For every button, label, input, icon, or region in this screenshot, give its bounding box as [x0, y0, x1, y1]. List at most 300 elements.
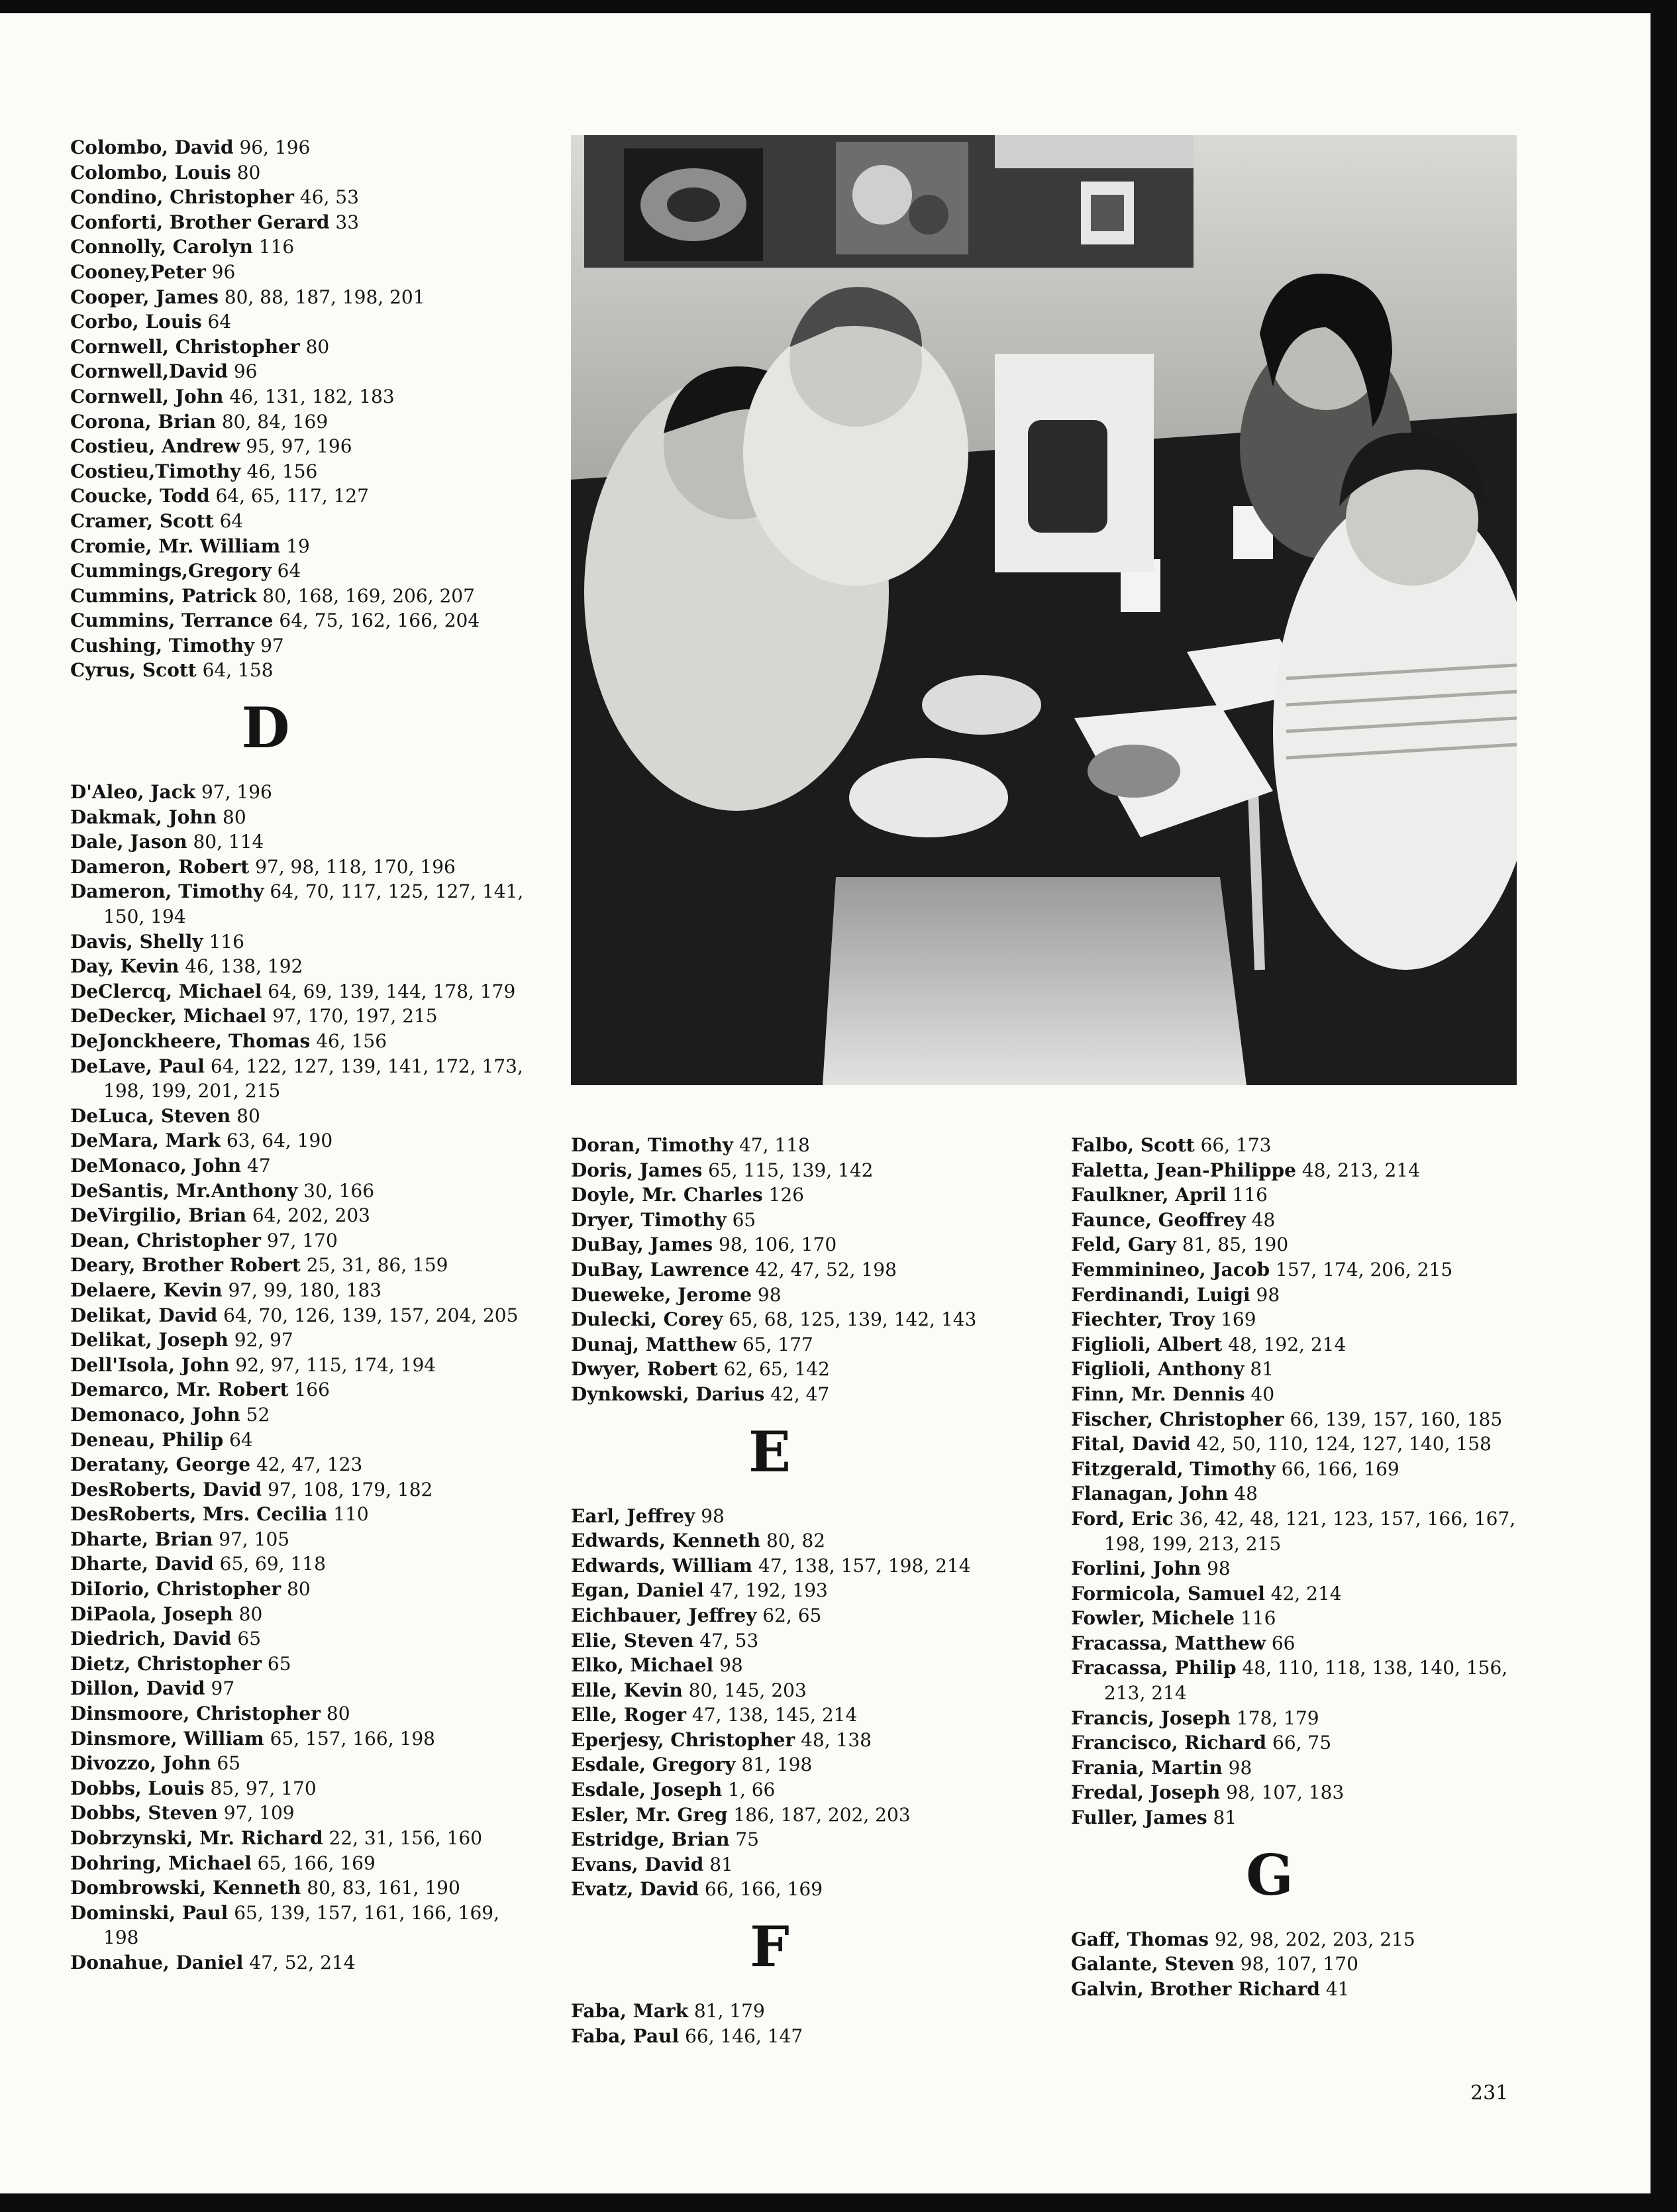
entry-pages: 97, 170, 197, 215 — [272, 1005, 438, 1027]
entry-pages: 80, 168, 169, 206, 207 — [262, 584, 475, 607]
entry-name: DeLuca, Steven — [70, 1104, 231, 1127]
entry-pages: 64, 122, 127, 139, 141, 172, 173, 198, 199, 201, 215 — [103, 1055, 523, 1102]
index-entry — [1071, 1283, 1535, 1308]
entry-pages: 80 — [236, 1104, 260, 1127]
entry-name: Elie, Steven — [571, 1629, 694, 1652]
entry-name: Faba, Mark — [571, 2000, 688, 2023]
entry-name: Cornwell,David — [70, 360, 228, 383]
entry-name: DeJonckheere, Thomas — [70, 1030, 311, 1052]
entry-pages: 62, 65 — [762, 1604, 822, 1626]
index-entry — [1071, 1332, 1535, 1357]
entry-pages: 98 — [1228, 1756, 1252, 1779]
index-entry — [571, 1852, 1048, 1877]
entry-name: Forlini, John — [1071, 1557, 1201, 1580]
index-entry — [70, 1054, 534, 1104]
index-column-2 — [571, 1133, 1048, 2048]
index-entry — [571, 1307, 1048, 1332]
index-entry — [571, 1554, 1048, 1579]
entry-name: Dohring, Michael — [70, 1852, 252, 1874]
entry-pages: 65, 166, 169 — [257, 1852, 376, 1874]
entry-pages: 98 — [1207, 1557, 1231, 1580]
index-entry — [1071, 1158, 1535, 1183]
index-entry — [1071, 1307, 1535, 1332]
entry-pages: 66, 173 — [1200, 1134, 1272, 1156]
entry-pages: 97, 109 — [223, 1802, 295, 1824]
index-entry — [571, 1653, 1048, 1678]
entry-name: Finn, Mr. Dennis — [1071, 1383, 1245, 1405]
section-letter: F — [750, 1914, 789, 1980]
index-entry — [70, 260, 534, 285]
entry-pages: 64, 69, 139, 144, 178, 179 — [268, 980, 516, 1002]
index-entry — [70, 1626, 534, 1652]
entry-pages: 80 — [223, 806, 246, 828]
index-entry — [70, 633, 534, 658]
entry-pages: 65 — [732, 1208, 756, 1231]
entry-pages: 98 — [1256, 1283, 1280, 1306]
entry-pages: 75 — [735, 1828, 759, 1851]
entry-pages: 64 — [229, 1428, 253, 1451]
entry-name: Dell'Isola, John — [70, 1353, 230, 1376]
index-entry — [70, 780, 534, 805]
entry-pages: 116 — [1241, 1607, 1276, 1630]
entry-pages: 157, 174, 206, 215 — [1276, 1258, 1453, 1281]
page-number: 231 — [1470, 2081, 1509, 2105]
entry-pages: 80 — [236, 161, 261, 184]
entry-pages: 92, 97, 115, 174, 194 — [235, 1353, 436, 1376]
index-entry — [1071, 1133, 1535, 1158]
index-entry — [70, 805, 534, 830]
index-entry — [1071, 1506, 1535, 1556]
entry-name: Delikat, David — [70, 1304, 218, 1326]
entry-name: Fracassa, Matthew — [1071, 1632, 1266, 1654]
entry-name: DeMonaco, John — [70, 1154, 242, 1177]
entry-name: Elle, Kevin — [571, 1679, 683, 1701]
entry-name: Femminineo, Jacob — [1071, 1258, 1270, 1281]
index-entry — [70, 459, 534, 484]
index-entry — [70, 409, 534, 435]
entry-name: Demonaco, John — [70, 1403, 240, 1426]
entry-name: Dameron, Timothy — [70, 880, 264, 903]
entry-pages: 96, 196 — [239, 136, 311, 158]
entry-name: Dunaj, Matthew — [571, 1333, 737, 1355]
entry-pages: 98 — [701, 1504, 725, 1527]
entry-name: Dillon, David — [70, 1677, 205, 1700]
index-entry — [1071, 1927, 1535, 1952]
entry-name: Cushing, Timothy — [70, 634, 255, 657]
entry-pages: 64 — [277, 560, 301, 582]
entry-name: Fiechter, Troy — [1071, 1308, 1215, 1331]
entry-name: DeMara, Mark — [70, 1130, 221, 1152]
entry-name: Faba, Paul — [571, 2025, 680, 2047]
entry-pages: 81, 179 — [693, 2000, 765, 2023]
index-entry — [70, 1477, 534, 1502]
entry-name: Dominski, Paul — [70, 1901, 229, 1924]
bottom-scan-border — [0, 2193, 1677, 2212]
index-entry — [70, 1428, 534, 1453]
entry-pages: 46, 156 — [246, 460, 318, 482]
index-entry — [1071, 1357, 1535, 1382]
entry-pages: 80 — [238, 1603, 263, 1625]
entry-name: Figlioli, Anthony — [1071, 1358, 1245, 1381]
entry-name: Estridge, Brian — [571, 1828, 730, 1851]
index-entry — [571, 1158, 1048, 1183]
entry-name: Dietz, Christopher — [70, 1652, 262, 1675]
entry-name: Deary, Brother Robert — [70, 1254, 301, 1277]
index-entry — [70, 534, 534, 559]
entry-name: Evatz, David — [571, 1878, 699, 1901]
section-letter: G — [1246, 1842, 1294, 1908]
index-entry — [70, 1303, 534, 1328]
entry-pages: 47, 138, 145, 214 — [691, 1704, 858, 1726]
entry-name: Fischer, Christopher — [1071, 1408, 1284, 1430]
index-entry — [571, 1504, 1048, 1529]
entry-pages: 64, 70, 117, 125, 127, 141, 150, 194 — [103, 880, 524, 928]
entry-pages: 46, 156 — [316, 1030, 387, 1052]
entry-name: DeDecker, Michael — [70, 1005, 267, 1027]
entry-name: Donahue, Daniel — [70, 1951, 244, 1974]
index-entry — [70, 335, 534, 360]
index-entry — [70, 879, 534, 929]
entry-pages: 97, 196 — [201, 781, 272, 804]
entry-name: Dobbs, Steven — [70, 1802, 218, 1824]
entry-name: DiPaola, Joseph — [70, 1603, 233, 1625]
entry-name: Corbo, Louis — [70, 311, 202, 333]
entry-pages: 98, 107, 183 — [1226, 1781, 1345, 1804]
index-entry — [70, 608, 534, 633]
index-entry — [1071, 1656, 1535, 1705]
entry-name: Delikat, Joseph — [70, 1329, 229, 1351]
entry-pages: 96 — [211, 260, 236, 283]
index-entry — [571, 1603, 1048, 1628]
index-entry — [571, 1752, 1048, 1777]
index-entry — [1071, 1952, 1535, 1977]
index-entry — [571, 1578, 1048, 1603]
index-entry — [70, 1676, 534, 1701]
entry-pages: 97, 99, 180, 183 — [228, 1279, 382, 1301]
index-entry — [1071, 1183, 1535, 1208]
entry-pages: 47, 118 — [738, 1134, 810, 1156]
entry-pages: 97, 170 — [266, 1229, 338, 1251]
entry-name: Figlioli, Albert — [1071, 1333, 1223, 1355]
entry-name: Costieu,Timothy — [70, 460, 241, 482]
entry-name: Galante, Steven — [1071, 1953, 1235, 1975]
entry-pages: 92, 98, 202, 203, 215 — [1214, 1928, 1415, 1950]
entry-pages: 65, 69, 118 — [219, 1553, 326, 1575]
entry-pages: 178, 179 — [1236, 1707, 1319, 1729]
index-column-1 — [70, 135, 534, 1975]
entry-name: Dakmak, John — [70, 806, 217, 828]
entry-name: Fuller, James — [1071, 1807, 1207, 1829]
entry-name: Francisco, Richard — [1071, 1732, 1267, 1754]
entry-name: Fredal, Joseph — [1071, 1781, 1221, 1804]
top-scan-border — [0, 0, 1677, 13]
index-entry — [70, 1602, 534, 1627]
entry-pages: 66, 139, 157, 160, 185 — [1290, 1408, 1503, 1430]
index-entry — [70, 1278, 534, 1303]
classroom-group-photo — [571, 135, 1517, 1085]
index-entry — [70, 558, 534, 584]
entry-pages: 80, 145, 203 — [688, 1679, 807, 1701]
entry-pages: 66, 146, 147 — [685, 2025, 803, 2047]
entry-name: Formicola, Samuel — [1071, 1582, 1265, 1605]
entry-pages: 63, 64, 190 — [226, 1130, 333, 1152]
index-entry — [1071, 1780, 1535, 1805]
entry-pages: 36, 42, 48, 121, 123, 157, 166, 167, 198, 199, 213, 215 — [1104, 1507, 1516, 1555]
entry-name: Cummins, Terrance — [70, 609, 274, 632]
index-entry — [70, 1502, 534, 1527]
entry-pages: 98, 107, 170 — [1240, 1953, 1358, 1975]
index-entry — [571, 1678, 1048, 1703]
entry-pages: 116 — [1232, 1184, 1268, 1206]
entry-pages: 30, 166 — [303, 1179, 375, 1202]
entry-pages: 41 — [1325, 1977, 1350, 2000]
entry-name: Doyle, Mr. Charles — [571, 1184, 763, 1206]
index-entry — [70, 1801, 534, 1826]
index-entry — [1071, 1631, 1535, 1656]
index-entry — [70, 1203, 534, 1228]
entry-pages: 64, 70, 126, 139, 157, 204, 205 — [223, 1304, 519, 1326]
index-entry — [70, 658, 534, 683]
index-entry — [571, 1728, 1048, 1753]
entry-pages: 85, 97, 170 — [210, 1777, 317, 1799]
index-entry — [70, 1452, 534, 1477]
index-entry — [70, 954, 534, 979]
entry-pages: 116 — [209, 930, 244, 953]
entry-name: Francis, Joseph — [1071, 1707, 1231, 1729]
entry-pages: 47 — [247, 1154, 271, 1177]
entry-name: Connolly, Carolyn — [70, 236, 253, 258]
entry-name: Galvin, Brother Richard — [1071, 1977, 1320, 2000]
entry-pages: 95, 97, 196 — [246, 435, 352, 458]
entry-name: Diedrich, David — [70, 1628, 232, 1650]
index-entry — [571, 1628, 1048, 1654]
index-entry — [70, 1652, 534, 1677]
entry-pages: 48, 138 — [801, 1728, 872, 1751]
entry-pages: 166 — [294, 1379, 330, 1401]
entry-name: DeSantis, Mr.Anthony — [70, 1179, 298, 1202]
index-entry — [70, 1328, 534, 1353]
index-entry — [571, 1777, 1048, 1803]
entry-pages: 66, 166, 169 — [1281, 1457, 1399, 1480]
entry-pages: 1, 66 — [728, 1779, 776, 1801]
entry-name: Dinsmoore, Christopher — [70, 1703, 321, 1725]
entry-pages: 186, 187, 202, 203 — [733, 1803, 911, 1826]
index-entry — [70, 1701, 534, 1726]
index-entry — [70, 1577, 534, 1602]
entry-pages: 47, 192, 193 — [709, 1579, 828, 1602]
index-entry — [70, 434, 534, 459]
index-entry — [70, 829, 534, 855]
entry-name: Cornwell, John — [70, 385, 224, 407]
index-entry — [70, 855, 534, 880]
entry-pages: 64, 158 — [202, 659, 274, 682]
entry-pages: 46, 131, 182, 183 — [229, 385, 395, 407]
entry-name: Costieu, Andrew — [70, 435, 240, 458]
entry-name: Fitzgerald, Timothy — [1071, 1457, 1276, 1480]
index-entry — [70, 1228, 534, 1253]
entry-name: Cornwell, Christopher — [70, 335, 300, 358]
index-entry — [571, 1357, 1048, 1382]
entry-pages: 66, 166, 169 — [704, 1878, 823, 1901]
entry-pages: 47, 138, 157, 198, 214 — [758, 1554, 971, 1577]
entry-name: Fital, David — [1071, 1433, 1191, 1455]
entry-name: Fowler, Michele — [1071, 1607, 1235, 1630]
index-entry — [70, 185, 534, 210]
entry-pages: 48, 110, 118, 138, 140, 156, 213, 214 — [1104, 1657, 1508, 1705]
index-entry — [1071, 1382, 1535, 1407]
entry-name: Dobbs, Louis — [70, 1777, 205, 1799]
index-entry — [1071, 1756, 1535, 1781]
entry-pages: 22, 31, 156, 160 — [329, 1827, 483, 1849]
index-entry — [70, 1377, 534, 1402]
index-entry — [70, 584, 534, 609]
entry-name: Faletta, Jean-Philippe — [1071, 1159, 1296, 1181]
index-entry — [1071, 1208, 1535, 1233]
entry-name: Edwards, Kenneth — [571, 1530, 761, 1552]
entry-pages: 33 — [335, 211, 360, 233]
entry-name: Doris, James — [571, 1159, 703, 1181]
entry-pages: 65, 157, 166, 198 — [270, 1727, 435, 1750]
section-letter: D — [241, 695, 290, 761]
entry-name: DeVirgilio, Brian — [70, 1204, 246, 1227]
index-entry — [571, 2024, 1048, 2049]
entry-pages: 98 — [757, 1283, 782, 1306]
index-entry — [70, 1004, 534, 1029]
entry-pages: 64, 202, 203 — [252, 1204, 370, 1227]
index-entry — [70, 1104, 534, 1129]
entry-name: Deratany, George — [70, 1453, 251, 1476]
entry-pages: 48, 213, 214 — [1301, 1159, 1420, 1181]
entry-pages: 40 — [1250, 1383, 1275, 1405]
entry-name: DuBay, James — [571, 1234, 713, 1256]
index-entry — [70, 1726, 534, 1752]
entry-name: Feld, Gary — [1071, 1234, 1176, 1256]
entry-pages: 65 — [267, 1652, 291, 1675]
entry-name: Esdale, Gregory — [571, 1754, 736, 1776]
entry-name: Dharte, Brian — [70, 1528, 213, 1550]
index-column-3 — [1071, 1133, 1535, 2001]
entry-name: Elle, Roger — [571, 1704, 687, 1726]
entry-pages: 81 — [1213, 1807, 1237, 1829]
entry-pages: 80, 82 — [766, 1530, 826, 1552]
index-entry — [571, 1332, 1048, 1357]
index-entry — [571, 1703, 1048, 1728]
index-entry — [70, 1402, 534, 1428]
entry-pages: 80, 84, 169 — [221, 410, 329, 433]
entry-name: Dueweke, Jerome — [571, 1283, 752, 1306]
entry-pages: 52 — [246, 1403, 270, 1426]
index-entry — [1071, 1730, 1535, 1756]
entry-name: Dwyer, Robert — [571, 1358, 718, 1381]
index-entry — [70, 1253, 534, 1278]
entry-name: DeClercq, Michael — [70, 980, 262, 1002]
entry-name: Doran, Timothy — [571, 1134, 734, 1156]
entry-name: Dryer, Timothy — [571, 1208, 727, 1231]
entry-name: Dharte, David — [70, 1553, 214, 1575]
index-entry — [1071, 1407, 1535, 1432]
index-entry — [70, 309, 534, 335]
index-entry — [1071, 1481, 1535, 1506]
entry-pages: 110 — [333, 1503, 369, 1526]
index-entry — [70, 160, 534, 185]
entry-name: Deneau, Philip — [70, 1428, 224, 1451]
index-entry — [571, 1382, 1048, 1407]
index-entry — [70, 210, 534, 235]
entry-name: Dynkowski, Darius — [571, 1383, 765, 1405]
entry-name: Dale, Jason — [70, 831, 187, 853]
entry-pages: 64, 75, 162, 166, 204 — [279, 609, 480, 632]
entry-name: D'Aleo, Jack — [70, 781, 196, 804]
entry-pages: 116 — [258, 236, 295, 258]
index-entry — [70, 1552, 534, 1577]
entry-pages: 65 — [217, 1752, 241, 1775]
entry-pages: 42, 214 — [1270, 1582, 1342, 1605]
index-entry — [1071, 1457, 1535, 1482]
photo-illustration — [571, 135, 1517, 1085]
index-entry — [571, 1283, 1048, 1308]
index-entry — [571, 1232, 1048, 1257]
entry-pages: 81 — [1250, 1358, 1274, 1381]
index-entry — [571, 1803, 1048, 1828]
entry-name: Ferdinandi, Luigi — [1071, 1283, 1250, 1306]
index-entry — [70, 509, 534, 534]
index-entry — [571, 1183, 1048, 1208]
entry-pages: 81, 198 — [741, 1754, 813, 1776]
entry-name: Cooney,Peter — [70, 260, 206, 283]
index-entry — [70, 1875, 534, 1901]
index-entry — [70, 1901, 534, 1950]
index-entry — [70, 929, 534, 955]
entry-pages: 97, 105 — [219, 1528, 290, 1550]
entry-name: Esler, Mr. Greg — [571, 1803, 728, 1826]
index-entry — [70, 1153, 534, 1179]
index-entry — [571, 1877, 1048, 1902]
entry-pages: 65, 139, 157, 161, 166, 169, 198 — [103, 1901, 499, 1949]
entry-pages: 65, 177 — [742, 1333, 813, 1355]
index-entry — [70, 484, 534, 509]
entry-name: Ford, Eric — [1071, 1507, 1174, 1530]
entry-pages: 42, 50, 110, 124, 127, 140, 158 — [1196, 1433, 1492, 1455]
entry-name: Cooper, James — [70, 286, 219, 308]
index-entry — [571, 1827, 1048, 1852]
entry-name: Eichbauer, Jeffrey — [571, 1604, 757, 1626]
index-entry — [70, 235, 534, 260]
entry-pages: 48, 192, 214 — [1228, 1333, 1347, 1355]
index-entry — [70, 1179, 534, 1204]
entry-pages: 80, 88, 187, 198, 201 — [224, 286, 425, 308]
entry-name: Faunce, Geoffrey — [1071, 1208, 1246, 1231]
entry-pages: 169 — [1221, 1308, 1256, 1331]
entry-name: Dean, Christopher — [70, 1229, 261, 1251]
index-entry — [1071, 1977, 1535, 2002]
index-entry — [571, 1999, 1048, 2024]
index-entry — [70, 359, 534, 384]
entry-pages: 46, 53 — [299, 186, 359, 209]
index-entry — [70, 1527, 534, 1552]
index-entry — [571, 1528, 1048, 1554]
entry-pages: 42, 47, 52, 198 — [755, 1258, 897, 1281]
entry-pages: 47, 53 — [699, 1629, 759, 1652]
entry-name: Demarco, Mr. Robert — [70, 1379, 289, 1401]
entry-name: Elko, Michael — [571, 1654, 714, 1677]
index-entry — [70, 1950, 534, 1975]
index-entry — [1071, 1556, 1535, 1581]
entry-pages: 48 — [1251, 1208, 1276, 1231]
index-entry — [70, 1751, 534, 1776]
entry-pages: 66 — [1271, 1632, 1296, 1654]
entry-name: Conforti, Brother Gerard — [70, 211, 330, 233]
index-entry — [1071, 1606, 1535, 1631]
